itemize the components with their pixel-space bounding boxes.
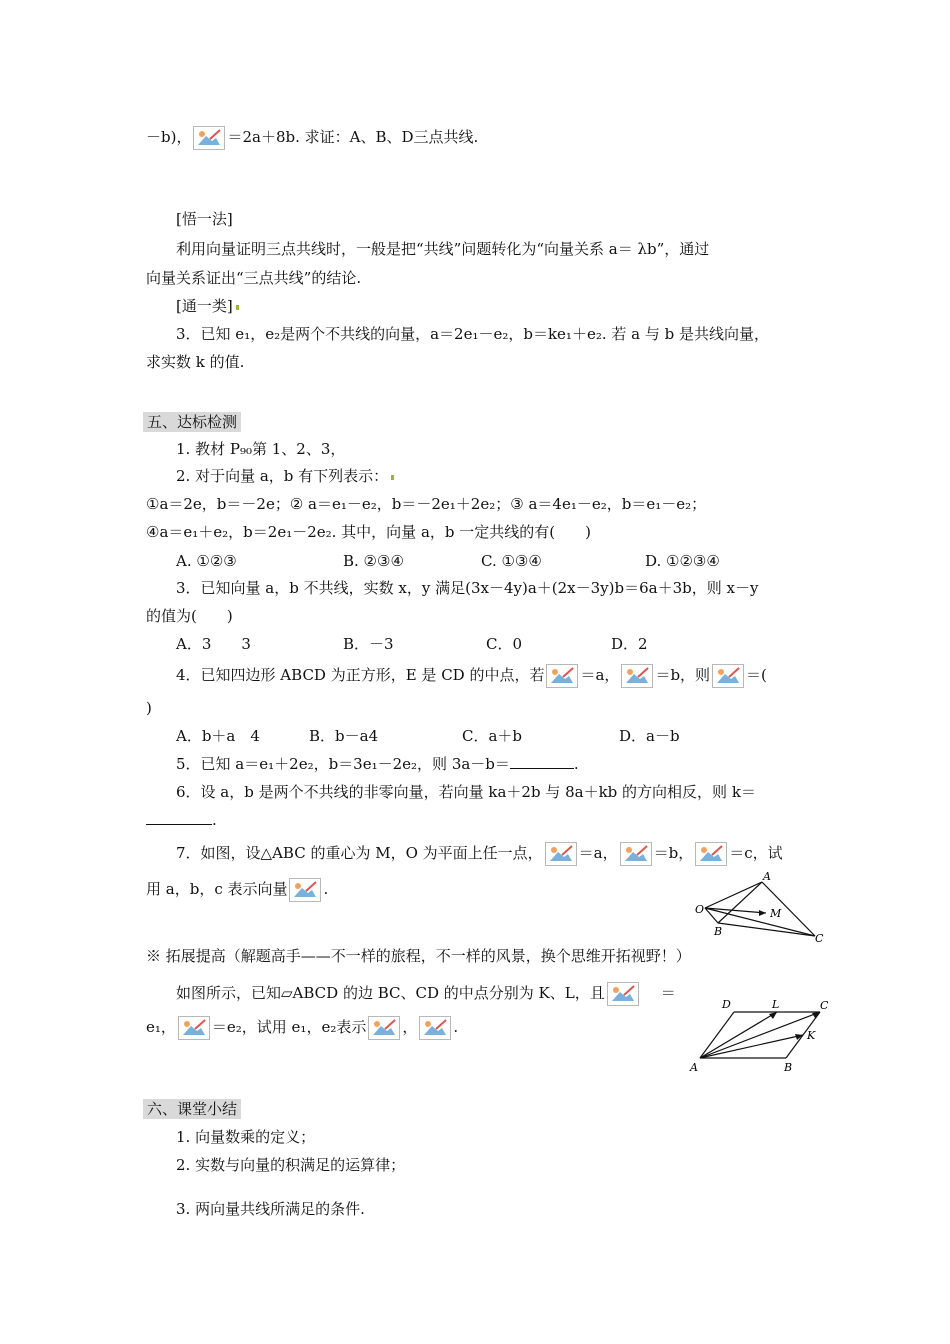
image-placeholder-icon [546,664,578,688]
q4-line-a: 4．已知四边形 ABCD 为正方形，E 是 CD 的中点，若 ＝a， ＝b，则 ＝( [176,664,767,688]
image-placeholder-icon [545,842,577,866]
summary-item-3: 3. 两向量共线所满足的条件. [176,1200,365,1218]
fig1-label-a: A [763,870,771,883]
image-placeholder-icon [368,1016,400,1040]
q4-option-b: B．b－a4 [309,727,379,745]
continued-line: －b)， ＝2a＋8b. 求证：A、B、D三点共线. [146,126,478,150]
q3-option-d: D．2 [611,635,648,653]
image-placeholder-icon [621,664,653,688]
q4-option-c: C．a＋b [462,727,523,745]
image-placeholder-icon [193,126,225,150]
q3-option-b: B．－3 [343,635,394,653]
wu-heading: [悟一法] [176,210,233,228]
fig1-label-c: C [815,932,824,945]
image-placeholder-icon [620,842,652,866]
fig1-label-o: O [695,903,705,916]
q2-option-a: A. ①②③ [176,552,237,570]
parallelogram-figure [688,996,838,1074]
q2-option-c: C. ①③④ [481,552,542,570]
fig1-label-b: B [714,925,723,938]
fig2-label-c: C [820,999,829,1012]
tong-heading: [通一类] [176,296,239,316]
section-5-title: 五、达标检测 [143,412,241,432]
q7-line-b: 用 a，b，c 表示向量 . [146,878,328,902]
wu-line-1: 利用向量证明三点共线时，一般是把“共线”问题转化为“向量关系 a＝ λb”，通过 [176,240,710,258]
image-placeholder-icon [607,982,639,1006]
q2: 2. 对于向量 a，b 有下列表示： [176,466,394,486]
image-placeholder-icon [712,664,744,688]
fig2-label-l: L [772,998,780,1011]
answer-blank[interactable] [146,810,212,825]
q4-line-b: ) [146,699,152,717]
q2-option-b: B. ②③④ [343,552,404,570]
q2-option-d: D. ①②③④ [645,552,720,570]
image-placeholder-icon [695,842,727,866]
summary-item-2: 2. 实数与向量的积满足的运算律； [176,1156,406,1174]
q5: 5．已知 a＝e₁＋2e₂，b＝3e₁－2e₂，则 3a－b＝ . [176,755,579,773]
image-placeholder-icon [178,1016,210,1040]
marker-dot-icon [391,475,394,480]
wu-line-2: 向量关系证出“三点共线”的结论. [146,269,362,287]
extension-line-2: e₁， ＝e₂，试用 e₁，e₂表示 ， . [146,1016,458,1040]
fig2-label-k: K [807,1029,816,1042]
extension-heading: ※ 拓展提高（解题高手——不一样的旅程，不一样的风景，换个思维开拓视野！） [146,947,691,965]
summary-item-1: 1. 向量数乘的定义； [176,1128,316,1146]
triangle-figure [690,868,830,946]
tong-line-2: 求实数 k 的值. [146,353,245,371]
q4-option-d: D．a－b [619,727,680,745]
q2-line-b: ④a＝e₁＋e₂，b＝2e₁－2e₂. 其中，向量 a，b 一定共线的有( ) [146,523,591,541]
answer-blank[interactable] [510,754,574,769]
fig1-label-m: M [770,907,782,920]
q6-line-a: 6．设 a，b 是两个不共线的非零向量，若向量 ka＋2b 与 8a＋kb 的方向相反，则 k＝ [176,783,756,801]
q3-option-a: A．3 3 [176,635,251,653]
q7-line-a: 7．如图，设△ABC 的重心为 M，O 为平面上任一点， ＝a， ＝b， ＝c，试 [176,842,783,866]
q1: 1. 教材 P₉₀第 1、2、3， [176,440,346,458]
marker-dot-icon [236,305,239,310]
fig2-label-a: A [690,1061,698,1074]
image-placeholder-icon [289,878,321,902]
q6-line-b: . [146,810,217,830]
fig2-label-d: D [722,998,731,1011]
q2-line-a: ①a＝2e，b＝－2e；② a＝e₁－e₂，b＝－2e₁＋2e₂；③ a＝4e₁－e₂，b＝e₁－e₂； [146,495,707,513]
tong-line-1: 3．已知 e₁，e₂是两个不共线的向量，a＝2e₁－e₂，b＝ke₁＋e₂. 若 a 与 b 是共线向量， [176,325,769,343]
q3-line-a: 3．已知向量 a，b 不共线，实数 x，y 满足(3x－4y)a＋(2x－3y)b＝6a＋3b，则 x－y [176,579,759,597]
extension-line-1: 如图所示，已知▱ABCD 的边 BC、CD 的中点分别为 K、L，且 ＝ [176,982,676,1006]
q4-option-a: A．b＋a 4 [176,727,260,745]
image-placeholder-icon [419,1016,451,1040]
q3-line-b: 的值为( ) [146,607,233,625]
section-6-title: 六、课堂小结 [143,1099,241,1119]
fig2-label-b: B [784,1061,793,1074]
q3-option-c: C．0 [486,635,523,653]
